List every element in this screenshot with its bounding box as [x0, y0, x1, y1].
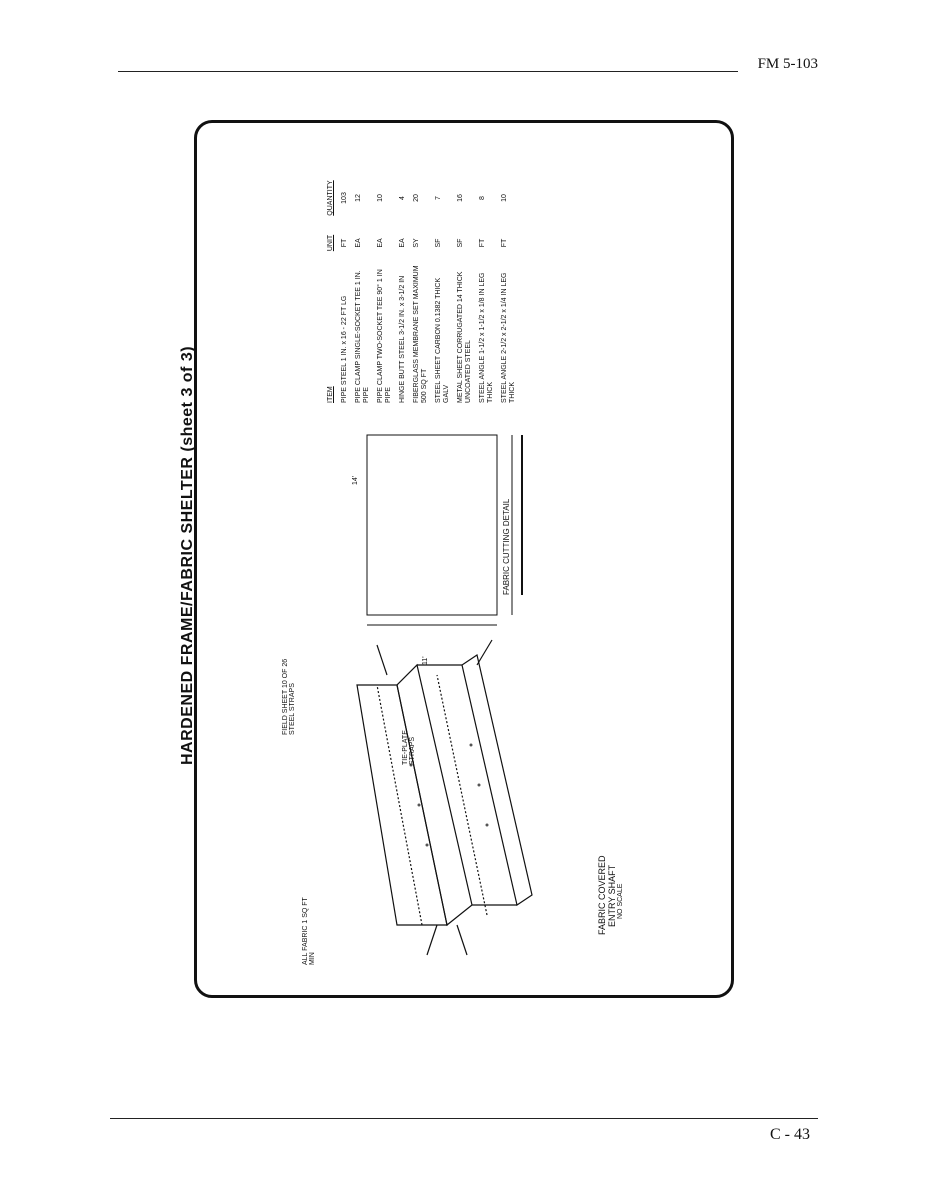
table-row: STEEL ANGLE 2-1/2 x 2-1/2 x 1/4 IN LEG THICK FT 10 — [501, 194, 516, 403]
col-quantity: QUANTITY — [327, 180, 334, 216]
manual-code: FM 5-103 — [757, 56, 818, 72]
col-item: ITEM — [327, 386, 334, 403]
materials-table — [327, 133, 523, 403]
table-row: PIPE CLAMP TWO-SOCKET TEE 90° 1 IN PIPE EA 10 — [377, 194, 392, 403]
col-unit: UNIT — [327, 234, 334, 252]
table-row: STEEL ANGLE 1-1/2 x 1-1/2 x 1/8 IN LEG THICK FT 8 — [479, 196, 494, 403]
page-number: C - 43 — [770, 1126, 810, 1143]
entry-label-1: FABRIC COVERED — [597, 855, 607, 935]
table-row: HINGE BUTT STEEL 3-1/2 IN. x 3-1/2 IN EA 4 — [399, 196, 406, 403]
callout-b: TIE-PLATE STRAPS — [402, 730, 416, 765]
cutting-dim-h: 14' — [352, 475, 359, 485]
table-row: METAL SHEET CORRUGATED 14 THICK UNCOATED STEEL SF 16 — [457, 194, 472, 403]
table-row: FIBERGLASS MEMBRANE SET MAXIMUM 500 SQ FT SY 20 — [413, 194, 428, 403]
rotated-figure — [179, 117, 737, 995]
table-header — [327, 133, 335, 403]
cutting-label: FABRIC CUTTING DETAIL — [502, 498, 511, 595]
figure-title: HARDENED FRAME/FABRIC SHELTER (sheet 3 of 3) — [179, 345, 196, 765]
entry-label-2: ENTRY SHAFT — [607, 864, 617, 927]
cutting-dim-w: 11' — [422, 656, 429, 665]
entry-label-3: NO SCALE — [617, 883, 624, 919]
entry-shaft-drawing — [277, 635, 607, 965]
callout-a: FIELD SHEET 10 OF 26 STEEL STRAPS — [282, 658, 296, 735]
footer-rule — [110, 1118, 818, 1119]
table-row: PIPE STEEL 1 IN. x 16 - 22 FT LG FT 103 — [341, 192, 348, 403]
figure-panel — [179, 120, 734, 998]
header-rule — [118, 71, 738, 72]
callout-c: ALL FABRIC 1 SQ FT MIN — [302, 897, 316, 965]
table-row: PIPE CLAMP SINGLE-SOCKET TEE 1 IN. PIPE EA 12 — [355, 194, 370, 403]
page-header — [118, 56, 818, 76]
table-row: STEEL SHEET CARBON 0.1382 THICK GALV SF 7 — [435, 196, 450, 403]
